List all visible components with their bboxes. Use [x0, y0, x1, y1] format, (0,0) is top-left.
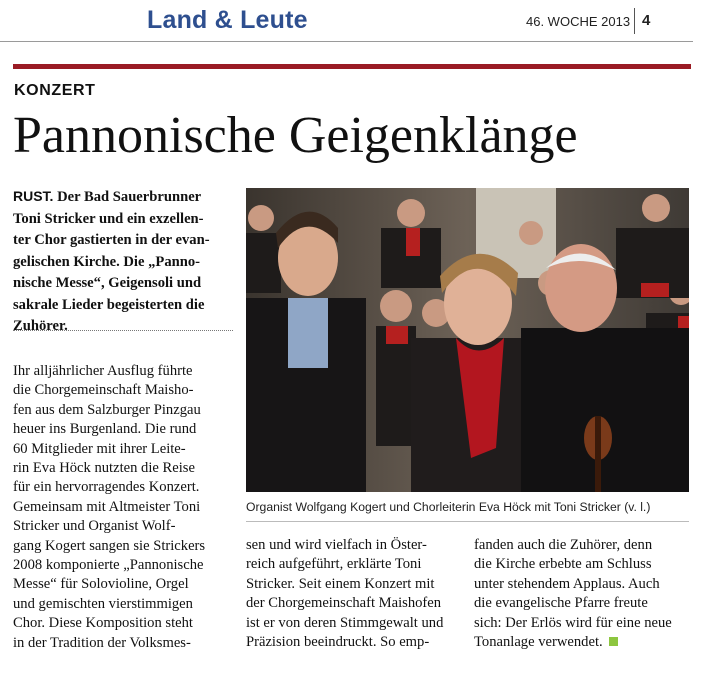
body-line: ist er von deren Stimmgewalt und	[246, 614, 444, 631]
lead-place: RUST.	[13, 188, 54, 204]
article-lead	[13, 186, 233, 338]
body-line: gang Kogert sangen sie Strickers	[13, 537, 206, 554]
lead-line: nische Messe“, Geigensoli und	[13, 275, 202, 291]
body-line: Ihr alljährlicher Ausflug führte	[13, 363, 193, 379]
lead-line: ter Chor gastierten in der evan-	[13, 232, 210, 248]
lead-line: Der Bad Sauerbrunner	[53, 189, 202, 205]
body-line: die Kirche erbebte am Schluss	[474, 556, 652, 573]
section-title: Land & Leute	[147, 6, 308, 34]
body-line: reich aufgeführt, erklärte Toni	[246, 556, 422, 573]
body-line: Stricker und Organist Wolf-	[13, 518, 176, 535]
body-line: Stricker. Seit einem Konzert mit	[246, 575, 435, 592]
lead-line: gelischen Kirche. Die „Panno-	[13, 253, 201, 270]
red-rule	[13, 64, 691, 69]
body-column-1	[13, 362, 235, 653]
article-photo	[246, 188, 689, 492]
body-column-3	[474, 536, 688, 652]
article-headline: Pannonische Geigenklänge	[13, 107, 578, 164]
body-line: 60 Mitglieder mit ihrer Leite-	[13, 440, 186, 457]
page-number: 4	[642, 12, 651, 29]
body-line: sich: Der Erlös wird für eine neue	[474, 614, 672, 631]
body-line: und gemischten vierstimmigen	[13, 595, 193, 612]
body-line: Präzision beeindruckt. So emp-	[246, 634, 430, 651]
issue-label: 46. WOCHE 2013	[526, 14, 631, 29]
caption-rule	[246, 521, 689, 522]
body-line: Chor. Diese Komposition steht	[13, 615, 193, 632]
body-line: der Chorgemeinschaft Maishofen	[246, 595, 442, 612]
article-kicker: KONZERT	[14, 82, 96, 99]
body-line: Gemeinsam mit Altmeister Toni	[13, 498, 201, 515]
body-column-2	[246, 536, 458, 652]
lead-line: sakrale Lieder begeisterten die	[13, 296, 205, 313]
body-line: die evangelische Pfarre freute	[474, 595, 648, 612]
concert-photo-illustration	[246, 188, 689, 492]
lead-line: Zuhörer.	[13, 318, 68, 334]
body-line: 2008 komponierte „Pannonische	[13, 557, 204, 574]
photo-caption: Organist Wolfgang Kogert und Chorleiterin Eva Höck mit Toni Stricker (v. l.)	[246, 500, 651, 514]
body-line: sen und wird vielfach in Öster-	[246, 537, 427, 553]
body-line: unter stehendem Applaus. Auch	[474, 575, 660, 592]
body-line: Messe“ für Solovioline, Orgel	[13, 576, 189, 593]
body-line: die Chorgemeinschaft Maisho-	[13, 382, 194, 399]
body-line: heuer ins Burgenland. Die rund	[13, 421, 197, 438]
body-line: rin Eva Höck nutzten die Reise	[13, 460, 195, 477]
body-line: fen aus dem Salzburger Pinzgau	[13, 401, 201, 418]
body-line: Tonanlage verwendet.	[474, 634, 603, 651]
body-line: in der Tradition der Volksmes-	[13, 634, 191, 651]
lead-divider	[13, 330, 233, 331]
lead-line: Toni Stricker und ein exzellen-	[13, 210, 204, 227]
header-rule	[0, 41, 693, 42]
end-mark-icon	[609, 637, 618, 646]
body-line: für ein hervorragendes Konzert.	[13, 479, 200, 496]
body-line: fanden auch die Zuhörer, denn	[474, 537, 653, 553]
header-divider	[634, 8, 635, 34]
